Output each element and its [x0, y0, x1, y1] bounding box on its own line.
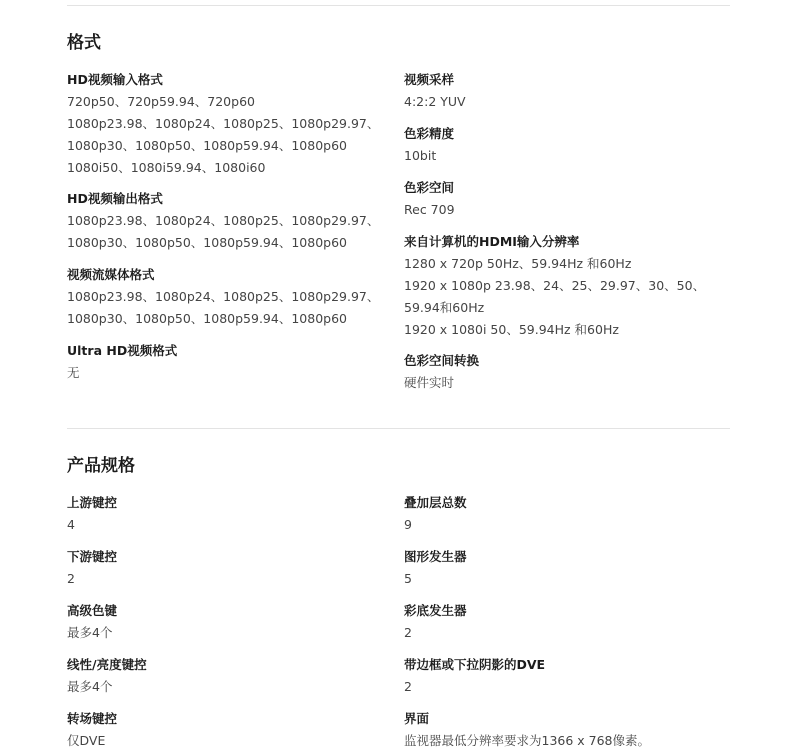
spec-label: 色彩精度	[404, 126, 455, 141]
spec-value-line: 10bit	[404, 148, 437, 163]
spec-advanced-chroma-keyers	[67, 600, 387, 644]
spec-value	[404, 514, 724, 536]
spec-value-line: 4	[67, 517, 75, 532]
spec-value-line: 9	[404, 517, 412, 532]
top-divider	[67, 5, 730, 6]
spec-value-line: 无	[67, 365, 80, 380]
spec-label: 高级色键	[67, 603, 118, 618]
spec-upstream-keyers	[67, 492, 387, 536]
spec-interface	[404, 708, 724, 752]
spec-value	[67, 286, 387, 330]
spec-value-line: 最多4个	[67, 625, 113, 640]
spec-label: 界面	[404, 711, 430, 726]
spec-streaming-formats	[67, 264, 387, 330]
spec-label: 色彩空间	[404, 180, 455, 195]
spec-value	[67, 568, 387, 590]
spec-value-line: 1920 x 1080i 50、59.94Hz 和60Hz	[404, 322, 619, 337]
spec-value-line: 最多4个	[67, 679, 113, 694]
spec-color-space-conversion	[404, 350, 724, 394]
section-divider	[67, 428, 730, 429]
spec-label: 来自计算机的HDMI输入分辨率	[404, 234, 580, 249]
spec-value-line: 1080p30、1080p50、1080p59.94、1080p60	[67, 138, 347, 153]
spec-value-line: 5	[404, 571, 412, 586]
spec-label: Ultra HD视频格式	[67, 343, 178, 358]
format-right-column	[404, 69, 724, 394]
spec-value	[404, 676, 724, 698]
spec-value-line: 59.94和60Hz	[404, 300, 485, 315]
spec-value-line: 硬件实时	[404, 375, 455, 390]
spec-value	[67, 622, 387, 644]
product-specs-left-column	[67, 492, 387, 752]
spec-color-precision	[404, 123, 724, 167]
spec-label: HD视频输入格式	[67, 72, 163, 87]
spec-value-line: Rec 709	[404, 202, 455, 217]
spec-value-line: 2	[404, 625, 412, 640]
spec-label: 叠加层总数	[404, 495, 467, 510]
spec-label: 转场键控	[67, 711, 118, 726]
spec-value-line: 1080p30、1080p50、1080p59.94、1080p60	[67, 311, 347, 326]
spec-value	[404, 622, 724, 644]
spec-value	[404, 145, 724, 167]
spec-value-line: 仅DVE	[67, 733, 106, 748]
spec-value-line: 1080p23.98、1080p24、1080p25、1080p29.97、	[67, 289, 380, 304]
spec-value	[404, 199, 724, 221]
spec-label: HD视频输出格式	[67, 191, 163, 206]
spec-label: 视频采样	[404, 72, 455, 87]
spec-value	[67, 210, 387, 254]
spec-value-line: 2	[67, 571, 75, 586]
spec-pattern-generators	[404, 546, 724, 590]
spec-label: 上游键控	[67, 495, 118, 510]
spec-label: 图形发生器	[404, 549, 467, 564]
format-left-column	[67, 69, 387, 384]
spec-value	[67, 730, 387, 752]
product-specs-right-column	[404, 492, 724, 752]
spec-linear-luma-keyers	[67, 654, 387, 698]
section-title-product-specs: 产品规格	[67, 456, 135, 476]
spec-value	[404, 568, 724, 590]
spec-ultra-hd-formats	[67, 340, 387, 384]
spec-value-line: 1080p30、1080p50、1080p59.94、1080p60	[67, 235, 347, 250]
spec-value-line: 1080p23.98、1080p24、1080p25、1080p29.97、	[67, 116, 380, 131]
spec-hdmi-input-resolutions	[404, 231, 724, 341]
spec-total-layers	[404, 492, 724, 536]
spec-value	[404, 91, 724, 113]
spec-value	[404, 730, 724, 752]
spec-value	[67, 676, 387, 698]
spec-value-line: 1280 x 720p 50Hz、59.94Hz 和60Hz	[404, 256, 632, 271]
section-title-format: 格式	[67, 33, 101, 53]
spec-value-line: 监视器最低分辨率要求为1366 x 768像素。	[404, 733, 651, 748]
spec-video-sampling	[404, 69, 724, 113]
spec-value-line: 1920 x 1080p 23.98、24、25、29.97、30、50、	[404, 278, 706, 293]
spec-color-generators	[404, 600, 724, 644]
spec-label: 下游键控	[67, 549, 118, 564]
spec-dve-with-borders	[404, 654, 724, 698]
spec-value	[67, 91, 387, 179]
spec-value-line: 4:2:2 YUV	[404, 94, 466, 109]
spec-label: 色彩空间转换	[404, 353, 480, 368]
spec-hd-input-formats	[67, 69, 387, 179]
spec-label: 视频流媒体格式	[67, 267, 155, 282]
spec-value-line: 720p50、720p59.94、720p60	[67, 94, 255, 109]
spec-hd-output-formats	[67, 188, 387, 254]
spec-value	[404, 253, 724, 341]
spec-value	[67, 362, 387, 384]
spec-label: 线性/亮度键控	[67, 657, 147, 672]
spec-value	[404, 372, 724, 394]
spec-value-line: 1080i50、1080i59.94、1080i60	[67, 160, 266, 175]
spec-transition-keyer	[67, 708, 387, 752]
spec-value-line: 2	[404, 679, 412, 694]
spec-label: 彩底发生器	[404, 603, 467, 618]
spec-downstream-keyers	[67, 546, 387, 590]
spec-value-line: 1080p23.98、1080p24、1080p25、1080p29.97、	[67, 213, 380, 228]
spec-value	[67, 514, 387, 536]
spec-color-space	[404, 177, 724, 221]
spec-label: 带边框或下拉阴影的DVE	[404, 657, 546, 672]
